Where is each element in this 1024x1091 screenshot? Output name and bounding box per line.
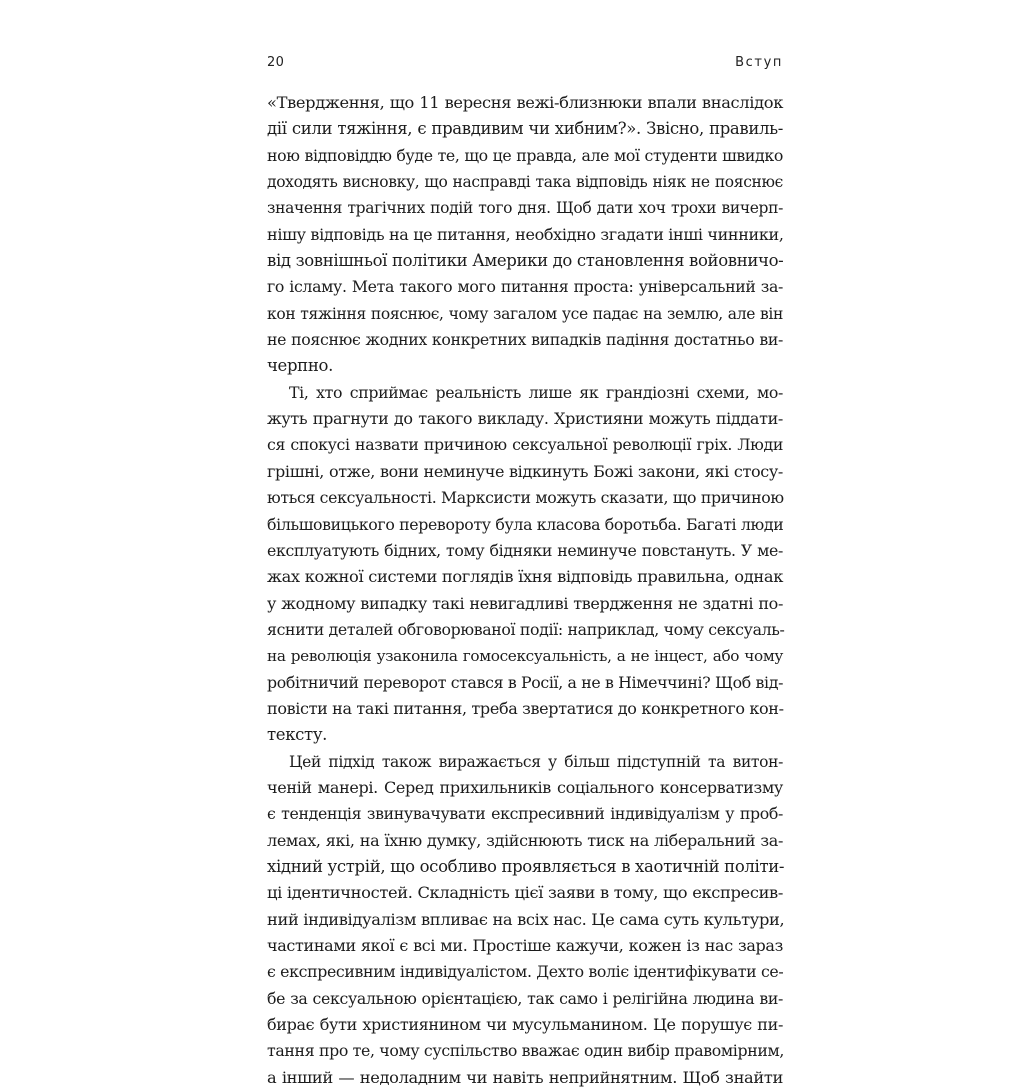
text-line: грішні, отже, вони неминуче відкинуть Божі закони, які стосу- (267, 461, 783, 481)
section-title: Вступ (735, 55, 783, 70)
text-line: тексту. (267, 725, 328, 745)
text-line: частинами якої є всі ми. Простіше кажучи, кожен із нас зараз (267, 936, 783, 955)
text-line: бе за сексуальною орієнтацією, так само і релігійна людина ви- (267, 988, 783, 1008)
text-line: ці ідентичностей. Складність цієї заяви в тому, що експресив- (267, 883, 783, 903)
text-line: черпно. (267, 356, 333, 376)
text-line: ся спокусі назвати причиною сексуальної революції гріх. Люди (267, 435, 783, 455)
running-header (267, 55, 783, 75)
text-line: жуть прагнути до такого викладу. Християни можуть піддати- (267, 409, 783, 429)
text-line: від зовнішньої політики Америки до становлення войовничо- (267, 251, 784, 271)
text-line: є експресивним індивідуалістом. Дехто воліє ідентифікувати се- (267, 962, 784, 982)
text-line: у жодному випадку такі невигадливі твердження не здатні по- (267, 593, 783, 613)
paragraph-2 (267, 380, 783, 749)
text-line: експлуатують бідних, тому бідняки неминуче повстануть. У ме- (267, 540, 783, 560)
text-line: не пояснює жодних конкретних випадків падіння достатньо ви- (267, 330, 783, 350)
text-line: «Твердження, що 11 вересня вежі-близнюки впали внаслідок (267, 93, 783, 112)
text-line: доходять висновку, що насправді така відповідь ніяк не пояснює (267, 173, 783, 192)
text-line: ченій манері. Серед прихильників соціального консерватизму (267, 777, 783, 797)
text-line: хідний устрій, що особливо проявляється в хаотичній політи- (267, 856, 785, 876)
text-line: значення трагічних подій того дня. Щоб дати хоч трохи вичерп- (267, 199, 783, 218)
text-line: Цей підхід також виражається у більш підступній та витон- (289, 752, 783, 771)
text-line: а інший — недоладним чи навіть неприйнятним. Щоб знайти (267, 1067, 783, 1087)
text-line: бирає бути християнином чи мусульманином. Це порушує пи- (267, 1015, 783, 1035)
text-line: яснити деталей обговорюваної події: наприклад, чому сексуаль- (267, 619, 785, 639)
text-line: тання про те, чому суспільство вважає один вибір правомірним, (267, 1041, 785, 1061)
text-line: нішу відповідь на це питання, необхідно згадати інші чинники, (267, 224, 784, 244)
text-line: Ті, хто сприймає реальність лише як грандіозні схеми, мо- (289, 382, 783, 402)
body-text (267, 90, 783, 1091)
page-number: 20 (267, 55, 285, 70)
text-line: більшовицького перевороту була класова боротьба. Багаті люди (267, 514, 784, 534)
text-line: ний індивідуалізм впливає на всіх нас. Це сама суть культури, (267, 909, 785, 929)
text-line: робітничий переворот стався в Росії, а не в Німеччині? Щоб від- (267, 672, 784, 692)
text-line: повісти на такі питання, треба звертатися до конкретного кон- (267, 698, 784, 718)
paragraph-3 (267, 749, 783, 1091)
text-line: ються сексуальності. Марксисти можуть сказати, що причиною (267, 488, 784, 508)
text-line: жах кожної системи поглядів їхня відповідь правильна, однак (267, 567, 783, 587)
paragraph-1 (267, 90, 783, 380)
text-line: ною відповіддю буде те, що це правда, але мої студенти швидко (267, 145, 783, 165)
text-line: на революція узаконила гомосексуальність, а не інцест, або чому (267, 647, 783, 666)
text-line: го ісламу. Мета такого мого питання проста: універсальний за- (267, 277, 783, 297)
text-line: лемах, які, на їхню думку, здійснюють тиск на ліберальний за- (267, 830, 783, 850)
text-line: є тенденція звинувачувати експресивний індивідуалізм у проб- (267, 804, 783, 824)
text-line: дії сили тяжіння, є правдивим чи хибним?». Звісно, правиль- (267, 119, 783, 139)
text-line: кон тяжіння пояснює, чому загалом усе падає на землю, але він (267, 304, 783, 323)
